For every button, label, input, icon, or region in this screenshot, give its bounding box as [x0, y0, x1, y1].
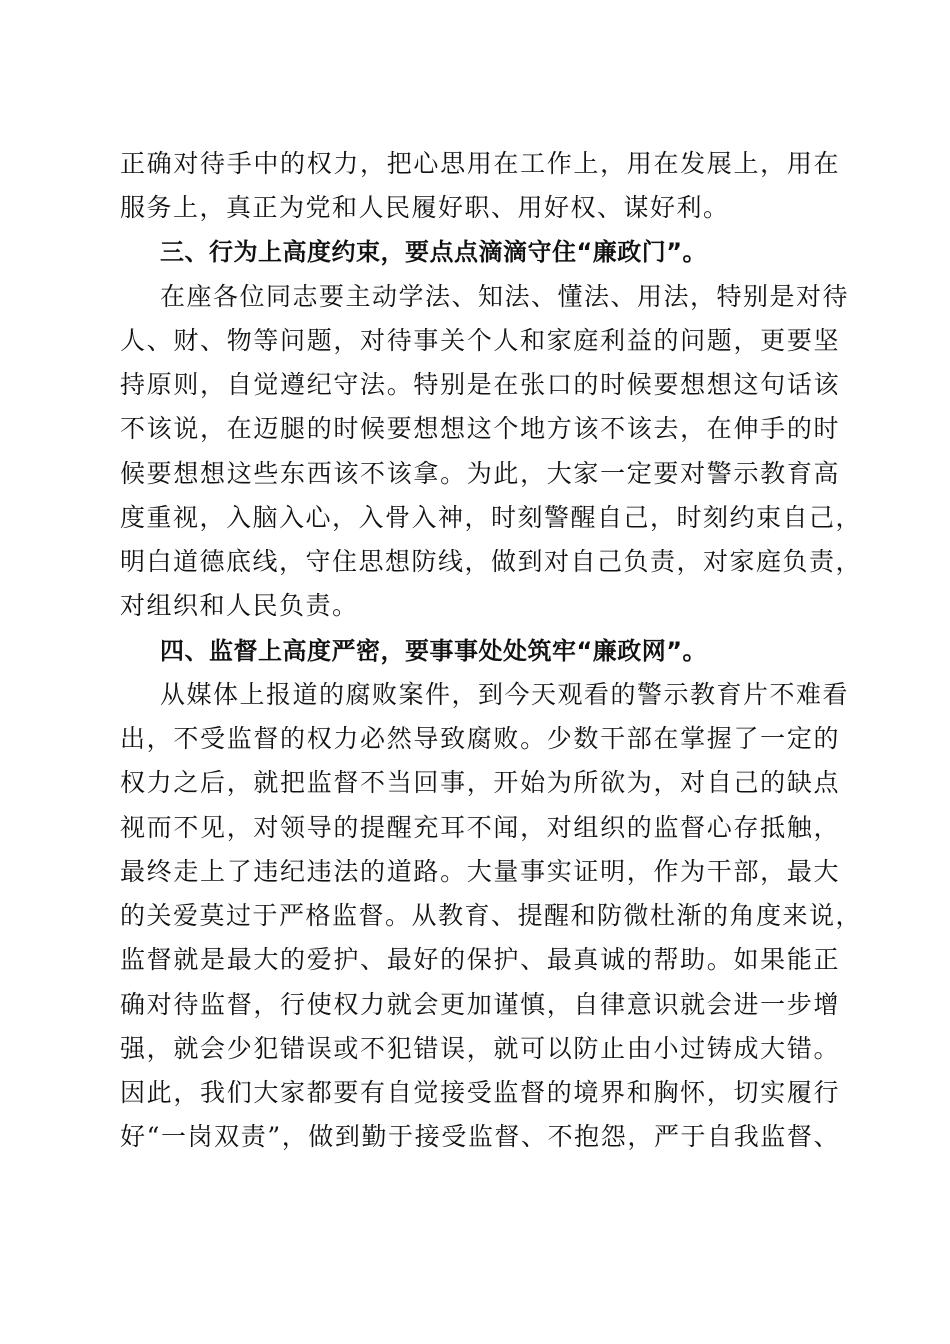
- body-text-line: 服务上，真正为党和人民履好职、用好权、谋好利。: [120, 193, 730, 222]
- body-text-line: 持原则，自觉遵纪守法。特别是在张口的时候要想想这句话该: [120, 370, 840, 399]
- body-text-line: 度重视，入脑入心，入骨入神，时刻警醒自己，时刻约束自己，: [120, 503, 863, 532]
- body-text-line: 的关爱莫过于严格监督。从教育、提醒和防微杜渐的角度来说，: [120, 901, 863, 930]
- section-heading-4: 四、监督上高度严密，要事事处处筑牢“廉政网”。: [160, 637, 708, 665]
- body-text-line: 明白道德底线，守住思想防线，做到对自己负责，对家庭负责，: [120, 547, 863, 576]
- body-text-line: 从媒体上报道的腐败案件，到今天观看的警示教育片不难看: [160, 680, 850, 709]
- body-text-line: 人、财、物等问题，对待事关个人和家庭利益的问题，更要坚: [120, 326, 840, 355]
- body-text-line: 不该说，在迈腿的时候要想想这个地方该不该去，在伸手的时: [120, 414, 840, 443]
- body-text-line: 出，不受监督的权力必然导致腐败。少数干部在掌握了一定的: [120, 724, 840, 753]
- body-text-line: 因此，我们大家都要有自觉接受监督的境界和胸怀，切实履行: [120, 1078, 840, 1107]
- body-text-line: 候要想想这些东西该不该拿。为此，大家一定要对警示教育高: [120, 459, 840, 488]
- body-text-line: 权力之后，就把监督不当回事，开始为所欲为，对自己的缺点: [120, 768, 840, 797]
- body-text-line: 强，就会少犯错误或不犯错误，就可以防止由小过铸成大错。: [120, 1034, 840, 1063]
- body-text-line: 确对待监督，行使权力就会更加谨慎，自律意识就会进一步增: [120, 990, 840, 1019]
- body-text-line: 在座各位同志要主动学法、知法、懂法、用法，特别是对待: [160, 282, 850, 311]
- body-text-line: 正确对待手中的权力，把心思用在工作上，用在发展上，用在: [120, 149, 840, 178]
- body-text-line: 好“一岗双责”，做到勤于接受监督、不抱怨，严于自我监督、: [120, 1122, 840, 1151]
- body-text-line: 监督就是最大的爱护、最好的保护、最真诚的帮助。如果能正: [120, 945, 840, 974]
- section-heading-3: 三、行为上高度约束，要点点滴滴守住“廉政门”。: [160, 238, 708, 266]
- body-text-line: 对组织和人民负责。: [120, 591, 359, 620]
- body-text-line: 最终走上了违纪违法的道路。大量事实证明，作为干部，最大: [120, 857, 840, 886]
- body-text-line: 视而不见，对领导的提醒充耳不闻，对组织的监督心存抵触，: [120, 813, 840, 842]
